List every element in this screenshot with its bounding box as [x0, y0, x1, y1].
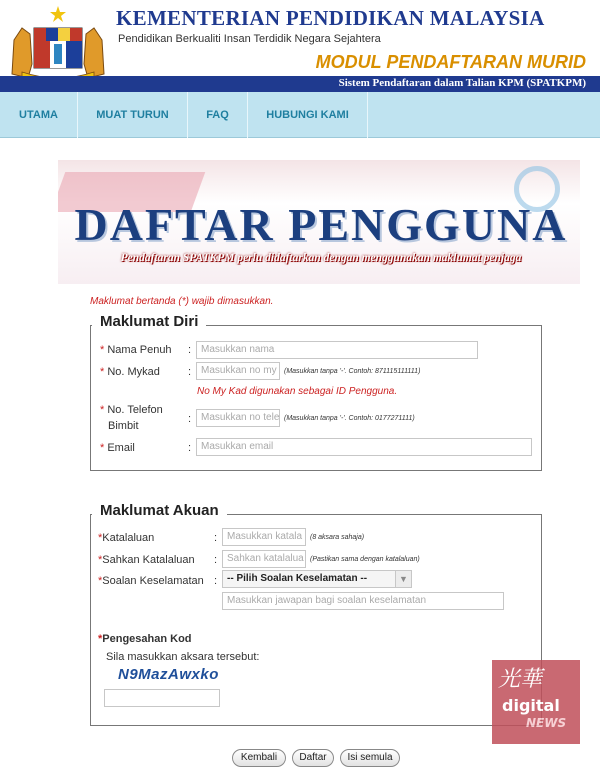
required-marker: * — [98, 575, 103, 587]
required-marker: * — [100, 344, 105, 356]
malaysia-coat-of-arms-logo — [8, 4, 108, 84]
required-marker: * — [100, 442, 105, 454]
colon: : — [214, 575, 218, 587]
colon: : — [188, 442, 192, 454]
captcha-input[interactable] — [104, 689, 220, 707]
captcha-image: N9MazAwxko — [118, 666, 219, 683]
account-info-legend: Maklumat Akuan — [92, 502, 227, 519]
ministry-tagline: Pendidikan Berkualiti Insan Terdidik Negara Sejahtera — [118, 33, 381, 45]
mykad-hint: (Masukkan tanpa '-'. Contoh: 871115111111) — [284, 368, 421, 375]
page-title: DAFTAR PENGGUNA — [74, 199, 568, 250]
watermark-chars: 光華 — [498, 667, 543, 692]
name-label: * Nama Penuh — [100, 344, 172, 356]
module-title: MODUL PENDAFTARAN MURID — [315, 52, 586, 72]
nav-item-faq[interactable]: FAQ — [188, 92, 248, 138]
mykad-label: * No. Mykad — [100, 366, 160, 378]
colon: : — [188, 366, 192, 378]
page-subtitle: Pendaftaran SPATKPM perlu didaftarkan dengan menggunakan maklumat penjaga — [120, 252, 522, 264]
required-marker: * — [98, 554, 103, 566]
password-hint: (8 aksara sahaja) — [310, 534, 365, 541]
password-label: *Katalaluan — [98, 532, 155, 544]
password-input[interactable]: Masukkan katala — [222, 528, 306, 546]
security-answer-input[interactable]: Masukkan jawapan bagi soalan keselamatan — [222, 592, 504, 610]
required-fields-note: Maklumat bertanda (*) wajib dimasukkan. — [90, 296, 274, 307]
nav-item-utama[interactable]: UTAMA — [0, 92, 78, 138]
nav-item-hubungi-kami[interactable]: HUBUNGI KAMI — [248, 92, 368, 138]
colon: : — [188, 344, 192, 356]
confirm-password-hint: (Pastikan sama dengan katalaluan) — [310, 556, 420, 563]
mykad-id-note: No My Kad digunakan sebagai ID Pengguna. — [197, 386, 398, 397]
mykad-input[interactable]: Masukkan no my — [196, 362, 280, 380]
phone-label: * No. Telefon — [100, 404, 163, 416]
personal-info-legend: Maklumat Diri — [92, 313, 206, 330]
ministry-title: KEMENTERIAN PENDIDIKAN MALAYSIA — [116, 6, 545, 30]
watermark-news: NEWS — [526, 716, 567, 730]
required-marker: * — [100, 404, 105, 416]
news-watermark-logo — [492, 660, 580, 744]
required-marker: * — [98, 633, 103, 645]
security-question-select[interactable] — [222, 570, 412, 588]
security-question-label: *Soalan Keselamatan — [98, 575, 204, 587]
system-name-bar — [0, 76, 600, 92]
captcha-instruction: Sila masukkan aksara tersebut: — [106, 651, 260, 663]
reset-button[interactable]: Isi semula — [340, 749, 400, 767]
name-input[interactable]: Masukkan nama — [196, 341, 478, 359]
system-name: Sistem Pendaftaran dalam Talian KPM (SPATKPM) — [338, 77, 586, 89]
email-label: * Email — [100, 442, 135, 454]
chevron-down-icon[interactable]: ▼ — [395, 571, 411, 587]
nav-item-muat-turun[interactable]: MUAT TURUN — [78, 92, 188, 138]
security-question-selected: -- Pilih Soalan Keselamatan -- — [227, 573, 368, 584]
email-input[interactable]: Masukkan email — [196, 438, 532, 456]
colon: : — [214, 532, 218, 544]
register-button[interactable]: Daftar — [292, 749, 334, 767]
confirm-password-label: *Sahkan Katalaluan — [98, 554, 195, 566]
site-header — [0, 0, 600, 92]
watermark-digital: digital — [502, 696, 560, 715]
phone-hint: (Masukkan tanpa '-'. Contoh: 0177271111) — [284, 415, 415, 422]
page-banner — [58, 160, 580, 284]
confirm-password-input[interactable]: Sahkan katalalua — [222, 550, 306, 568]
phone-input[interactable]: Masukkan no tele — [196, 409, 280, 427]
required-marker: * — [98, 532, 103, 544]
main-nav — [0, 92, 600, 138]
phone-label-line2: Bimbit — [108, 420, 139, 432]
colon: : — [214, 554, 218, 566]
back-button[interactable]: Kembali — [232, 749, 286, 767]
verification-code-label: *Pengesahan Kod — [98, 633, 192, 645]
required-marker: * — [100, 366, 105, 378]
colon: : — [188, 413, 192, 425]
